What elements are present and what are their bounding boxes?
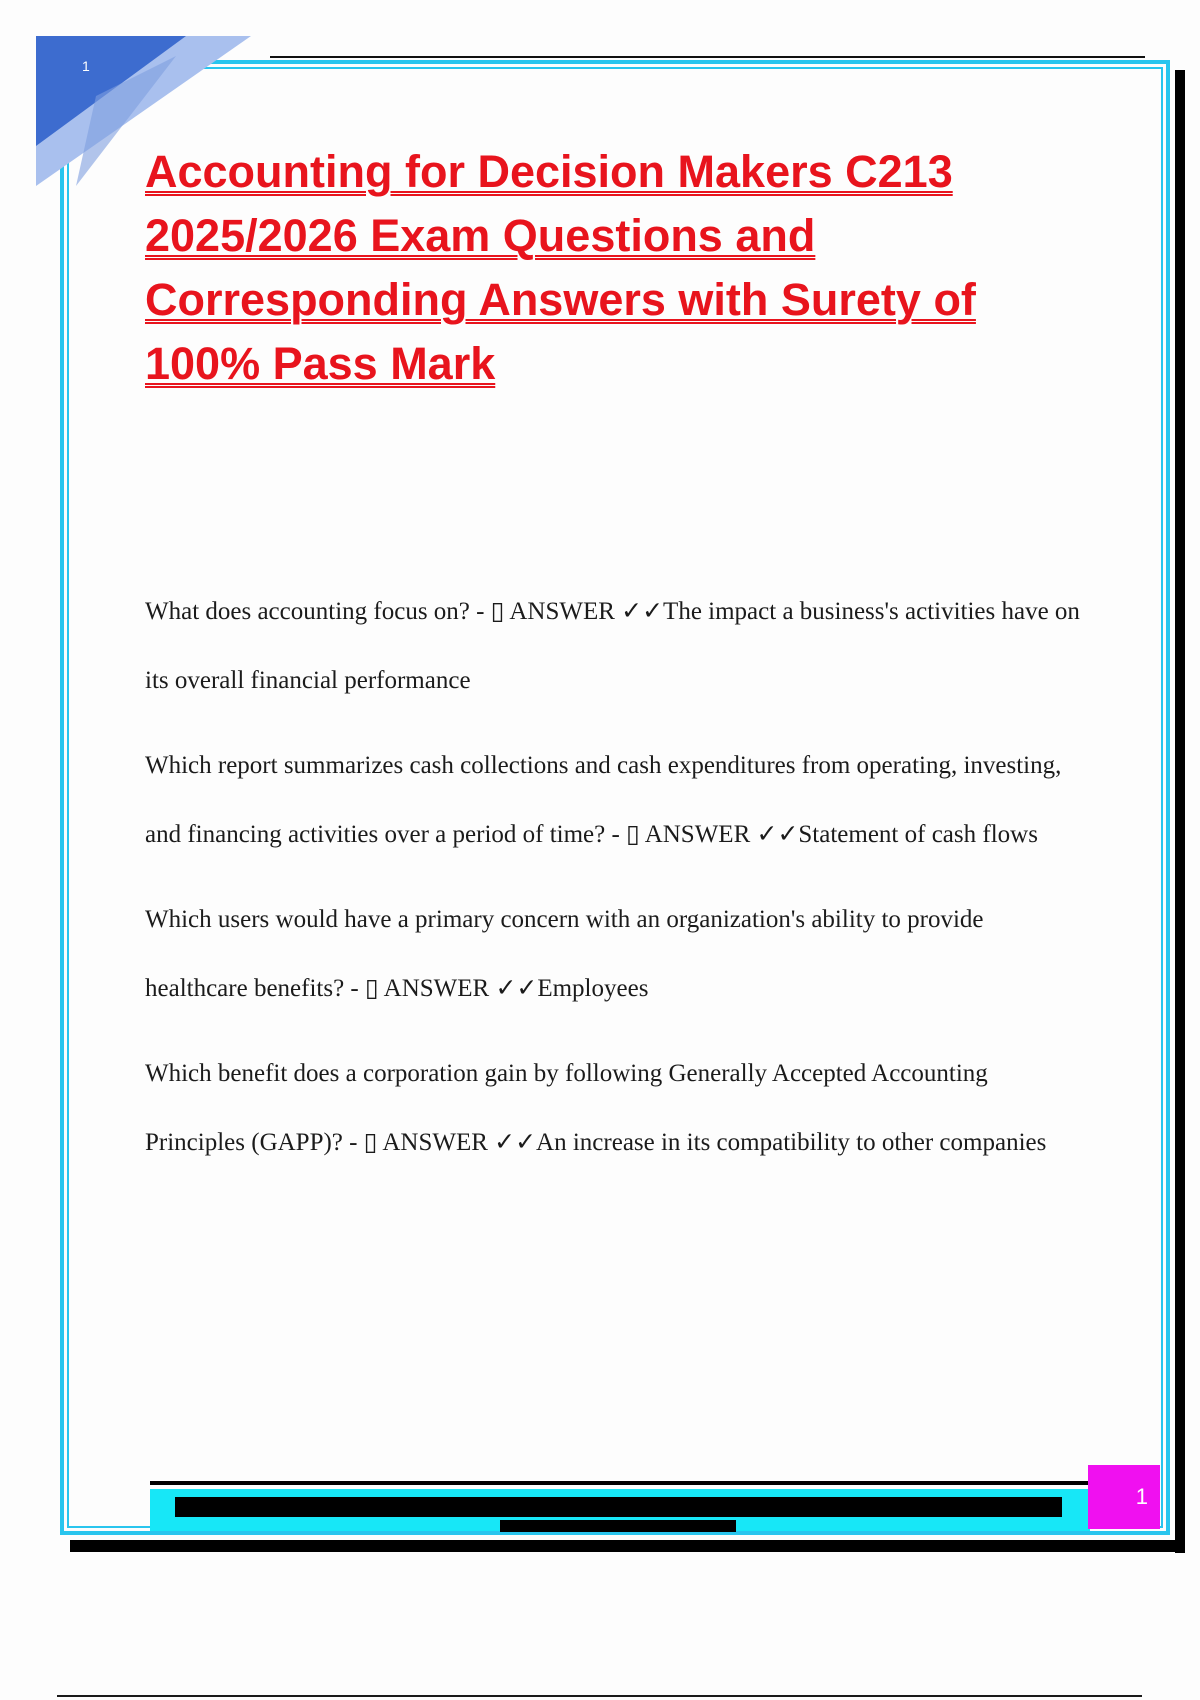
bottom-rule	[57, 1695, 1142, 1697]
document-title: Accounting for Decision Makers C213 2025/2026 Exam Questions and Corresponding Answers with Surety of 100% Pass Mark	[145, 146, 976, 389]
page-number-badge: 1	[1088, 1465, 1160, 1529]
corner-page-number: 1	[82, 58, 90, 74]
frame-shadow-bottom	[70, 1540, 1185, 1552]
qa-item-3: Which users would have a primary concern with an organization's ability to provide healthcare benefits? - ▯ ANSWER ✓✓Employees	[145, 906, 984, 1002]
top-rule	[270, 56, 1145, 58]
qa-item-4: Which benefit does a corporation gain by following Generally Accepted Accounting Principles (GAPP)? - ▯ ANSWER ✓✓An increase in its compatibility to other companies	[145, 1060, 1047, 1156]
qa-item-2: Which report summarizes cash collections and cash expenditures from operating, investing, and financing activities over a period of time? - ▯ ANSWER ✓✓Statement of cash flows	[145, 752, 1062, 848]
footer-top-line	[150, 1481, 1090, 1485]
qa-item-1: What does accounting focus on? - ▯ ANSWER ✓✓The impact a business's activities have on its overall financial performance	[145, 598, 1080, 694]
footer-bar-small	[500, 1520, 736, 1532]
footer-bar	[175, 1497, 1062, 1517]
frame-shadow-right	[1175, 70, 1185, 1553]
qa-list	[145, 577, 1090, 1193]
